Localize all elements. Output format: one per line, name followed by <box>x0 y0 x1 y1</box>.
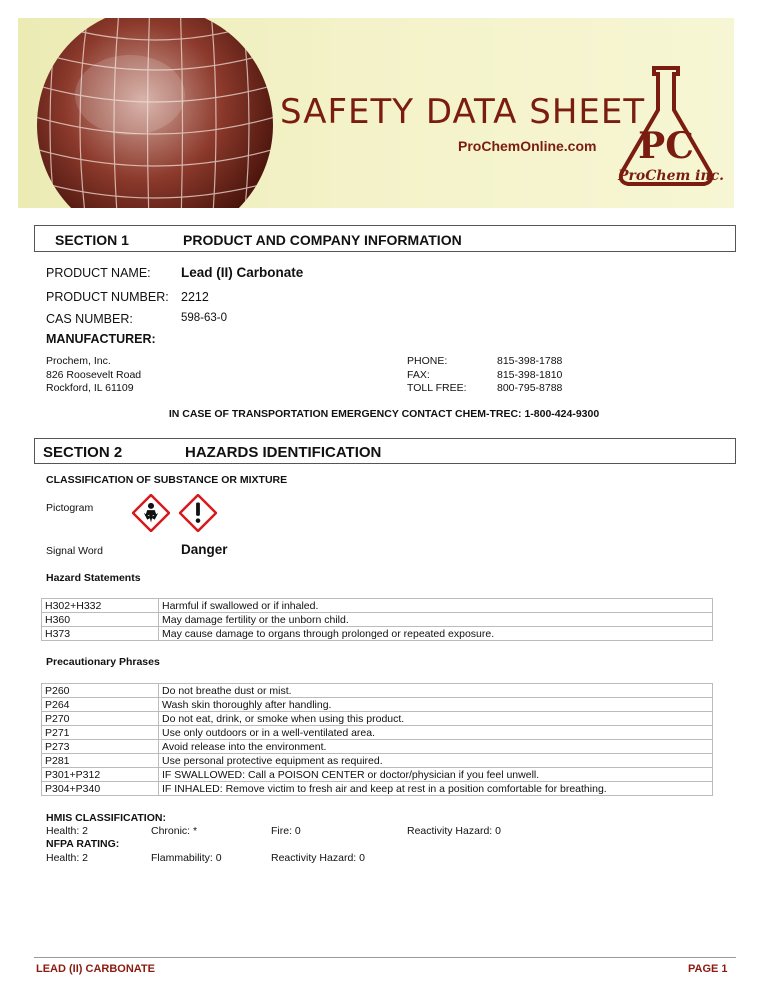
table-row <box>42 740 713 754</box>
hmis-fire: Fire: 0 <box>271 825 301 837</box>
statement-text: May cause damage to organs through prolonged or repeated exposure. <box>159 627 713 641</box>
svg-text:PC: PC <box>638 125 694 167</box>
statement-text: Do not breathe dust or mist. <box>159 684 713 698</box>
statement-text: May damage fertility or the unborn child. <box>159 613 713 627</box>
nfpa-health: Health: 2 <box>46 852 89 864</box>
nfpa-reactivity: Reactivity Hazard: 0 <box>271 852 365 864</box>
product-number-value: 2212 <box>181 290 209 304</box>
statement-code: P304+P340 <box>42 782 159 796</box>
company-city: Rockford, IL 61109 <box>46 382 134 394</box>
nfpa-heading: NFPA RATING: <box>46 838 120 850</box>
cas-number-label: CAS NUMBER: <box>46 312 133 326</box>
statement-code: H373 <box>42 627 159 641</box>
header-banner <box>18 18 734 208</box>
statement-code: P260 <box>42 684 159 698</box>
precautionary-table <box>41 683 713 796</box>
statement-code: P264 <box>42 698 159 712</box>
manufacturer-address <box>46 355 141 396</box>
exclamation-mark-icon <box>179 494 217 532</box>
section2-title: HAZARDS IDENTIFICATION <box>185 444 382 461</box>
website-link[interactable]: ProChemOnline.com <box>458 138 597 154</box>
company-street: 826 Roosevelt Road <box>46 368 142 381</box>
table-row <box>42 754 713 768</box>
footer-page: PAGE 1 <box>688 963 728 975</box>
statement-code: P271 <box>42 726 159 740</box>
product-number-label: PRODUCT NUMBER: <box>46 290 169 304</box>
table-row <box>42 599 713 613</box>
hmis-reactivity: Reactivity Hazard: 0 <box>407 825 501 837</box>
table-row <box>42 768 713 782</box>
statement-code: H360 <box>42 613 159 627</box>
precautionary-heading: Precautionary Phrases <box>46 656 160 668</box>
section2-number: SECTION 2 <box>43 444 123 461</box>
classification-heading: CLASSIFICATION OF SUBSTANCE OR MIXTURE <box>46 474 288 486</box>
hazard-statements-table <box>41 598 713 641</box>
contact-labels <box>407 355 467 396</box>
tollfree-label: TOLL FREE: <box>407 382 467 394</box>
statement-text: Do not eat, drink, or smoke when using this product. <box>159 712 713 726</box>
statement-code: P273 <box>42 740 159 754</box>
statement-text: IF SWALLOWED: Call a POISON CENTER or doctor/physician if you feel unwell. <box>159 768 713 782</box>
table-row <box>42 726 713 740</box>
statement-code: P301+P312 <box>42 768 159 782</box>
hmis-health: Health: 2 <box>46 825 89 837</box>
table-row <box>42 698 713 712</box>
statement-text: Harmful if swallowed or if inhaled. <box>159 599 713 613</box>
product-name-value: Lead (II) Carbonate <box>181 265 304 280</box>
phone-value: 815-398-1788 <box>497 355 563 367</box>
health-hazard-icon <box>132 494 170 532</box>
table-row <box>42 627 713 641</box>
fax-label: FAX: <box>407 368 430 381</box>
pictogram-label: Pictogram <box>46 502 94 514</box>
hmis-chronic: Chronic: * <box>151 825 198 837</box>
signal-word-label: Signal Word <box>46 545 104 557</box>
phone-label: PHONE: <box>407 355 448 367</box>
contact-values <box>497 355 562 396</box>
statement-text: Use only outdoors or in a well-ventilated area. <box>159 726 713 740</box>
statement-code: H302+H332 <box>42 599 159 613</box>
hmis-heading: HMIS CLASSIFICATION: <box>46 812 166 824</box>
document-title: SAFETY DATA SHEET <box>280 92 646 132</box>
statement-text: Wash skin thoroughly after handling. <box>159 698 713 712</box>
footer-product: LEAD (II) CARBONATE <box>36 963 155 975</box>
section1-title: PRODUCT AND COMPANY INFORMATION <box>183 232 462 248</box>
table-row <box>42 613 713 627</box>
table-row <box>42 684 713 698</box>
cas-number-value: 598-63-0 <box>181 312 228 324</box>
section2-header <box>34 438 736 464</box>
statement-code: P281 <box>42 754 159 768</box>
signal-word-value: Danger <box>181 542 228 557</box>
product-name-label: PRODUCT NAME: <box>46 266 151 280</box>
statement-text: Use personal protective equipment as required. <box>159 754 713 768</box>
hazard-statements-heading: Hazard Statements <box>46 572 141 584</box>
company-name: Prochem, Inc. <box>46 355 111 367</box>
nfpa-flammability: Flammability: 0 <box>151 852 222 864</box>
manufacturer-label: MANUFACTURER: <box>46 332 156 346</box>
statement-code: P270 <box>42 712 159 726</box>
tollfree-value: 800-795-8788 <box>497 382 563 394</box>
fax-value: 815-398-1810 <box>497 368 563 381</box>
footer-rule <box>34 957 736 958</box>
table-row <box>42 712 713 726</box>
statement-text: Avoid release into the environment. <box>159 740 713 754</box>
logo-wordmark: ProChem inc. <box>618 168 725 184</box>
emergency-contact: IN CASE OF TRANSPORTATION EMERGENCY CONTACT CHEM-TREC: 1-800-424-9300 <box>168 408 600 420</box>
table-row <box>42 782 713 796</box>
section1-header <box>34 225 736 252</box>
periodic-globe-image <box>20 18 290 208</box>
section1-number: SECTION 1 <box>55 232 129 248</box>
statement-text: IF INHALED: Remove victim to fresh air and keep at rest in a position comfortable for breathing. <box>159 782 713 796</box>
